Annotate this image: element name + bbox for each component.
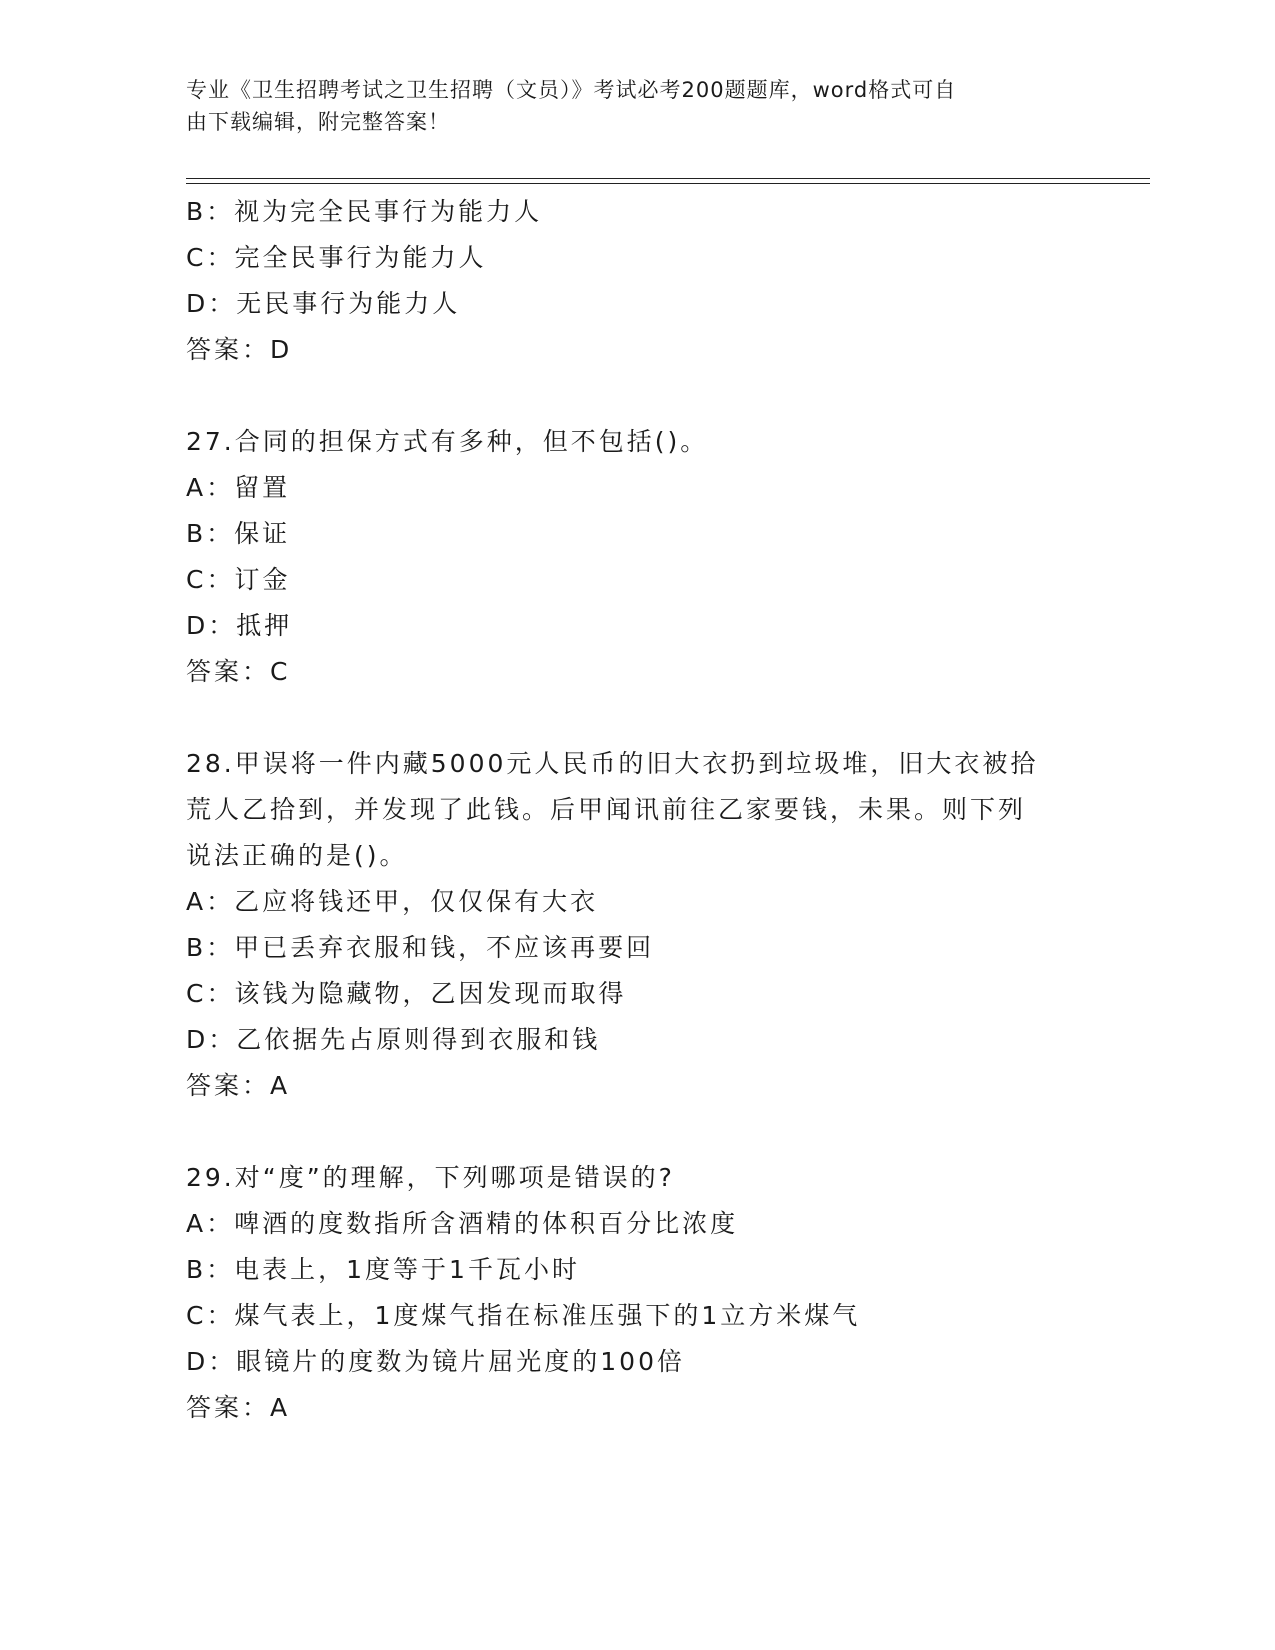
question-27 xyxy=(186,419,1106,695)
question-gap xyxy=(186,695,1106,741)
header-line-2: 由下载编辑，附完整答案！ xyxy=(186,110,450,134)
header-rule-bottom xyxy=(186,183,1150,184)
option-a: A：留置 xyxy=(186,473,291,502)
option-b: B：视为完全民事行为能力人 xyxy=(186,197,543,226)
option-b: B：保证 xyxy=(186,519,291,548)
option-c: C：完全民事行为能力人 xyxy=(186,243,487,272)
option-a: A：乙应将钱还甲，仅仅保有大衣 xyxy=(186,887,599,916)
header-line-1: 专业《卫生招聘考试之卫生招聘（文员）》考试必考200题题库，word格式可自 xyxy=(186,78,957,102)
question-stem: 说法正确的是()。 xyxy=(186,841,408,870)
option-b: B：甲已丢弃衣服和钱，不应该再要回 xyxy=(186,933,655,962)
question-gap xyxy=(186,1109,1106,1155)
question-prev xyxy=(186,189,1106,373)
document-header xyxy=(186,74,1066,138)
option-d: D：眼镜片的度数为镜片屈光度的100倍 xyxy=(186,1347,685,1376)
question-stem: 29.对“度”的理解，下列哪项是错误的? xyxy=(186,1163,675,1192)
question-gap xyxy=(186,373,1106,419)
answer-line: 答案：A xyxy=(186,1393,291,1422)
option-b: B：电表上，1度等于1千瓦小时 xyxy=(186,1255,580,1284)
option-c: C：该钱为隐藏物，乙因发现而取得 xyxy=(186,979,627,1008)
question-stem: 27.合同的担保方式有多种，但不包括()。 xyxy=(186,427,709,456)
question-list xyxy=(186,189,1106,1431)
question-stem: 28.甲误将一件内藏5000元人民币的旧大衣扔到垃圾堆，旧大衣被拾 xyxy=(186,749,1039,778)
option-c: C：煤气表上，1度煤气指在标准压强下的1立方米煤气 xyxy=(186,1301,861,1330)
header-rule-top xyxy=(186,178,1150,179)
answer-line: 答案：A xyxy=(186,1071,291,1100)
question-stem: 荒人乙拾到，并发现了此钱。后甲闻讯前往乙家要钱，未果。则下列 xyxy=(186,795,1027,824)
answer-line: 答案：D xyxy=(186,335,293,364)
option-d: D：无民事行为能力人 xyxy=(186,289,461,318)
option-a: A：啤酒的度数指所含酒精的体积百分比浓度 xyxy=(186,1209,739,1238)
answer-line: 答案：C xyxy=(186,657,291,686)
question-29 xyxy=(186,1155,1106,1431)
option-c: C：订金 xyxy=(186,565,291,594)
option-d: D：乙依据先占原则得到衣服和钱 xyxy=(186,1025,601,1054)
question-28 xyxy=(186,741,1106,1109)
option-d: D：抵押 xyxy=(186,611,293,640)
